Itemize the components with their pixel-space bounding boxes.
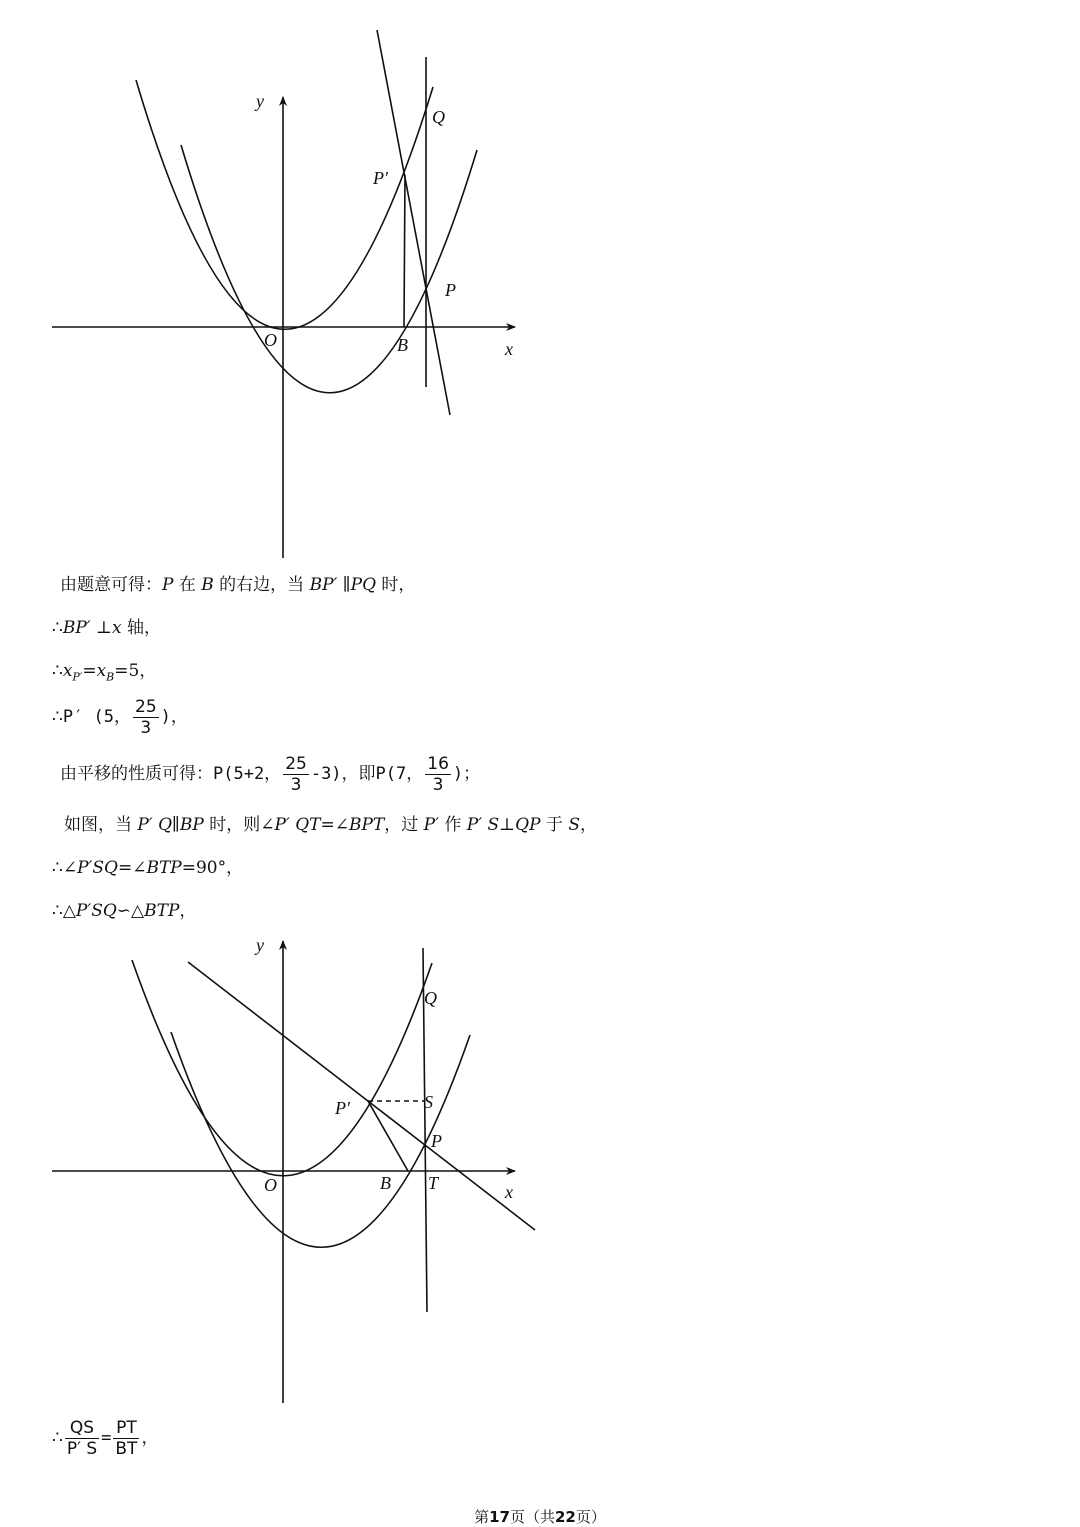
line-diagonal [188, 962, 535, 1230]
fraction-qs-ps: $\frac{QS}{P' S}$ [66, 1418, 98, 1459]
figure-1-svg [0, 0, 560, 565]
text-line-9: ∴ $\frac{QS}{P' S}$ = $\frac{PT}{BT}$ ， [52, 1418, 159, 1459]
segment-p-prime-b [368, 1101, 408, 1171]
text-line-4: ∴P′ (5， $\frac{25}{3}$ )， [52, 697, 188, 738]
figure-1 [0, 0, 560, 565]
label-t: T [428, 1173, 439, 1193]
label-b: B [397, 335, 408, 355]
fraction-25-3: $\frac{25}{3}$ [135, 697, 157, 738]
fraction-16-3: $\frac{16}{3}$ [427, 754, 449, 795]
fraction-25-3-b: $\frac{25}{3}$ [285, 754, 307, 795]
text-line-6: 如图，当 P′ Q∥BP 时，则∠P′ QT=∠BPT，过 P′ 作 P′ S⊥QP 于 S， [64, 815, 597, 835]
figure-2 [0, 930, 560, 1410]
fraction-pt-bt: $\frac{PT}{BT}$ [115, 1418, 138, 1459]
label-y: y [256, 935, 264, 955]
label-q: Q [432, 107, 445, 127]
label-o: O [264, 1175, 277, 1195]
text-line-2: ∴BP′ ⊥x 轴， [52, 618, 162, 638]
line-steep [377, 30, 450, 415]
parabola-upper [132, 960, 432, 1176]
label-x: x [505, 339, 513, 359]
parabola-lower [181, 145, 477, 393]
segment-bp-prime [404, 175, 405, 327]
text-line-5: 由平移的性质可得：P(5+2， $\frac{25}{3}$ -3)，即P(7， $\frac{16}{3}$ )； [60, 754, 481, 795]
label-p: P [431, 1131, 442, 1151]
page-footer: 第17页（共22页） [474, 1508, 606, 1526]
label-s: S [424, 1092, 433, 1112]
label-p: P [445, 280, 456, 300]
label-p-prime: P′ [373, 168, 388, 188]
label-q: Q [424, 988, 437, 1008]
label-y: y [256, 91, 264, 111]
figure-2-svg [0, 930, 560, 1410]
label-o: O [264, 330, 277, 350]
label-b: B [380, 1173, 391, 1193]
label-x: x [505, 1182, 513, 1202]
text-line-7: ∴∠P′SQ=∠BTP=90°， [52, 858, 244, 878]
text-line-3: $\therefore x_{P'}=x_B=5$， [52, 661, 157, 684]
text-line-1: 由题意可得：P 在 B 的右边，当 BP′ ∥PQ 时， [60, 575, 416, 595]
parabola-upper [136, 80, 433, 329]
label-p-prime: P′ [335, 1098, 350, 1118]
text-line-8: ∴△P′SQ∽△BTP， [52, 901, 197, 921]
